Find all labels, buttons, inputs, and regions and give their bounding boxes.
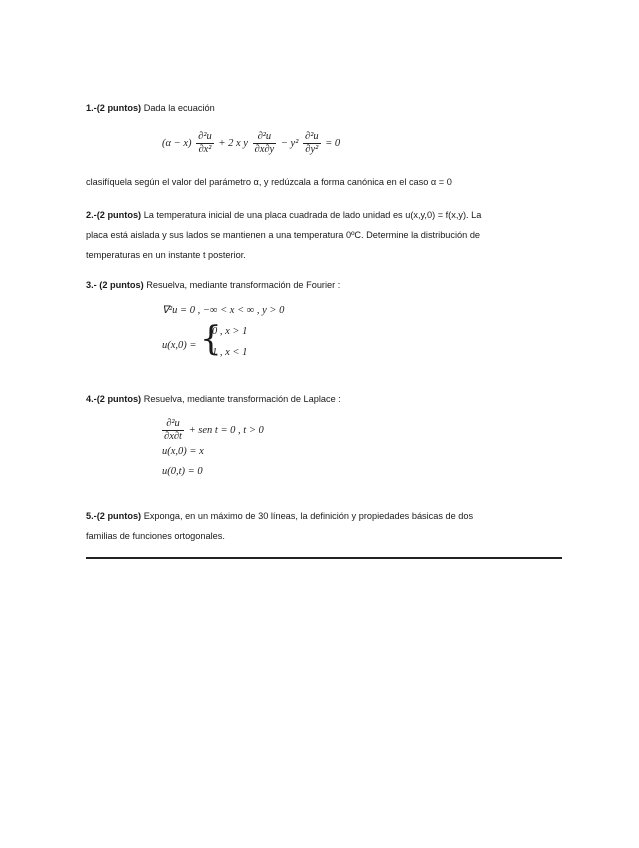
problem-5 <box>86 506 556 546</box>
problem-1-text: clasifíquela según el valor del parámetro α, y redúzcala a forma canónica en el caso α = 0 <box>86 177 452 187</box>
eq1-coef1: (α − x) <box>162 137 192 149</box>
problem-2-line-2: placa está aislada y sus lados se mantienen a una temperatura 0ºC. Determine la distribución de <box>86 230 481 240</box>
eq4-frac-num: ∂²u <box>162 418 184 431</box>
problem-2 <box>86 205 556 265</box>
problem-3-eq1: ∇²u = 0 , −∞ < x < ∞ , y > 0 <box>162 305 285 316</box>
eq4-rest: + sen t = 0 , t > 0 <box>188 424 264 436</box>
eq1-frac3 <box>303 131 321 156</box>
problem-4 <box>86 389 556 409</box>
problem-2-line-1-text: La temperatura inicial de una placa cuadrada de lado unidad es u(x,y,0) = f(x,y). La <box>143 210 482 220</box>
problem-1-intro: Dada la ecuación <box>143 103 215 113</box>
eq1-frac2-den: ∂x∂y <box>254 144 275 155</box>
problem-3-number: 3.- (2 puntos) <box>86 280 144 290</box>
piecewise-brace: { <box>200 319 222 359</box>
problem-1-equation <box>162 131 340 156</box>
problem-3-case-1: 0 , x > 1 <box>212 326 248 337</box>
problem-5-line-2: familias de funciones ortogonales. <box>86 531 225 541</box>
problem-4-number: 4.-(2 puntos) <box>86 394 142 404</box>
problem-1-number: 1.-(2 puntos) <box>86 103 142 113</box>
eq4-frac-den: ∂x∂t <box>164 431 182 442</box>
problem-5-line-1-text: Exponga, en un máximo de 30 líneas, la definición y propiedades básicas de dos <box>143 511 474 521</box>
problem-2-line-3: temperaturas en un instante t posterior. <box>86 250 246 260</box>
eq1-frac2-num: ∂²u <box>253 131 277 144</box>
eq1-plus: + 2 x y <box>218 137 248 149</box>
eq1-frac2 <box>253 131 277 156</box>
problem-2-line-1 <box>86 205 556 225</box>
problem-1 <box>86 98 556 118</box>
eq1-frac1-num: ∂²u <box>198 131 212 142</box>
problem-4-eq3: u(0,t) = 0 <box>162 466 203 477</box>
problem-2-number: 2.-(2 puntos) <box>86 210 142 220</box>
problem-5-number: 5.-(2 puntos) <box>86 511 142 521</box>
eq1-frac3-num: ∂²u <box>305 131 319 142</box>
problem-3 <box>86 275 556 295</box>
problem-3-intro: Resuelva, mediante transformación de Fourier : <box>146 280 341 290</box>
problem-4-eq2: u(x,0) = x <box>162 446 204 457</box>
problem-4-intro: Resuelva, mediante transformación de Laplace : <box>143 394 341 404</box>
problem-3-eq2-lhs: u(x,0) = <box>162 340 197 351</box>
problem-3-case-2: 1 , x < 1 <box>212 347 248 358</box>
eq1-minus: − y² <box>280 137 299 149</box>
eq1-rhs: = 0 <box>325 137 341 149</box>
eq1-frac1 <box>196 131 214 156</box>
problem-4-eq1 <box>160 418 264 443</box>
eq4-frac <box>162 418 184 443</box>
eq1-frac1-den: ∂x² <box>198 144 212 155</box>
problem-5-line-1 <box>86 506 556 526</box>
horizontal-rule <box>86 557 562 559</box>
eq1-frac3-den: ∂y² <box>305 144 319 155</box>
